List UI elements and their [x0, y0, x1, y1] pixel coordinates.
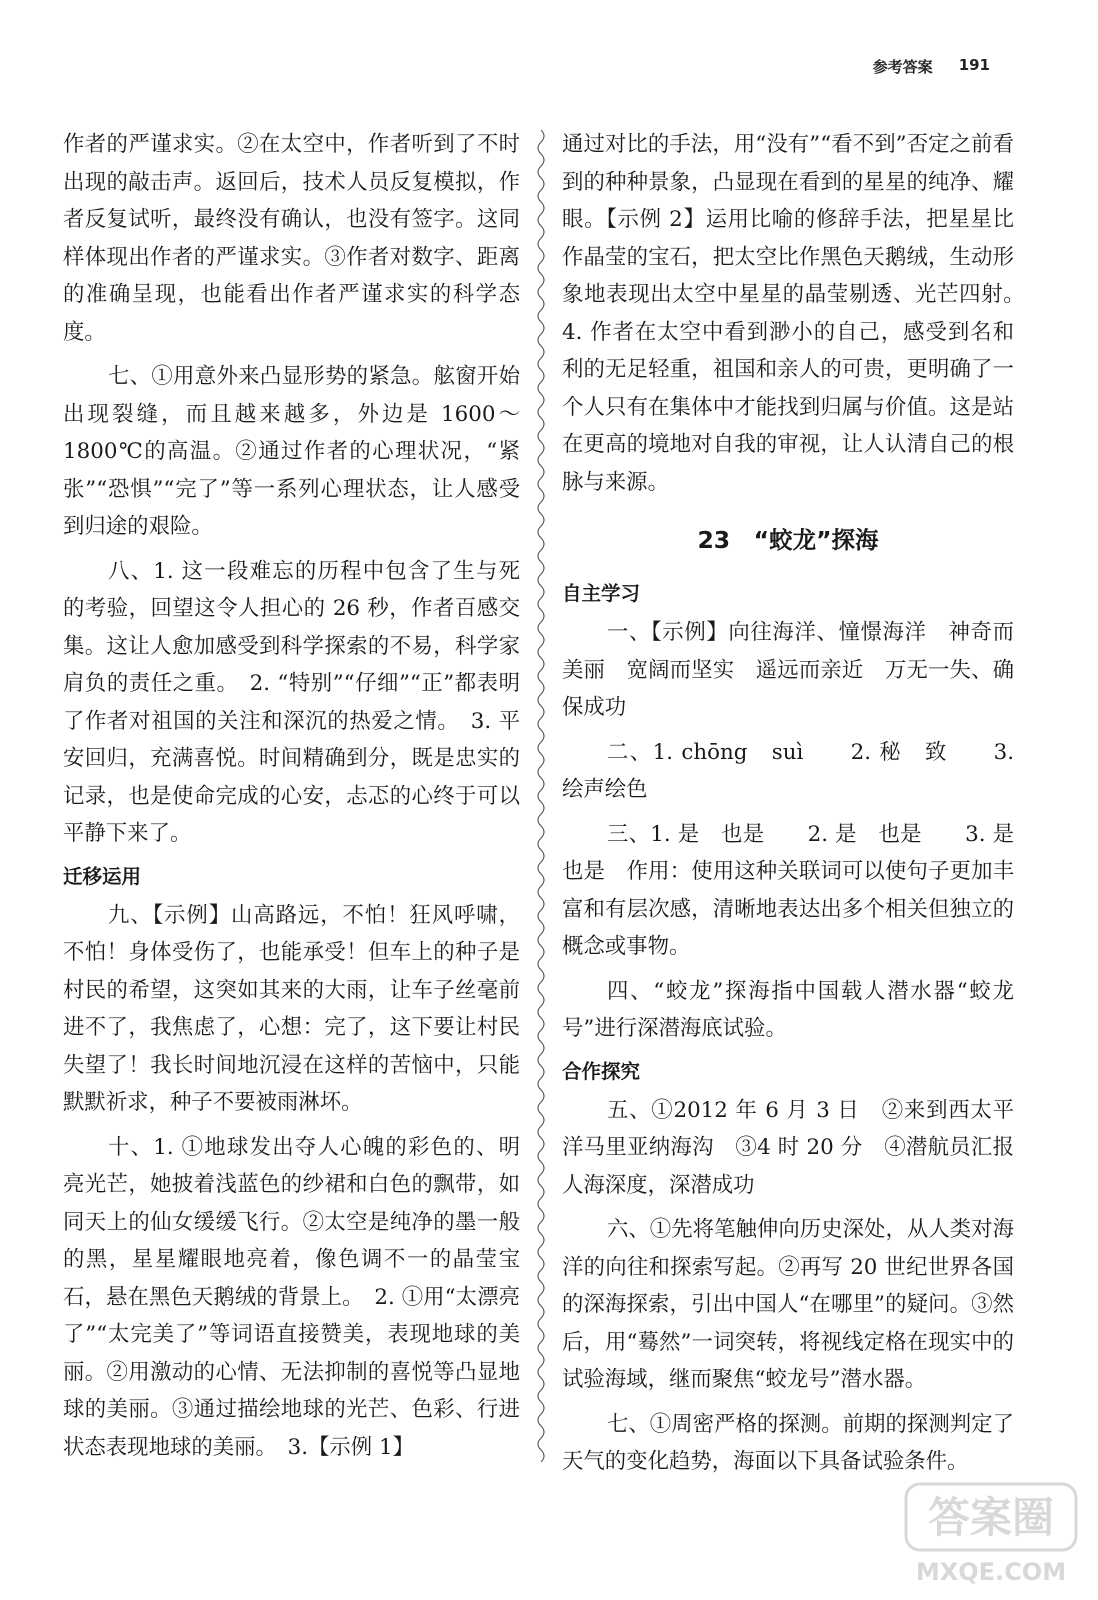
page-number: 191 — [958, 56, 990, 74]
section-heading: 合作探究 — [562, 1059, 641, 1083]
answer-paragraph: 八、1. 这一段难忘的历程中包含了生与死的考验，回望这令人担心的 26 秒，作者百感交集。这让人愈加感受到科学探索的不易，科学家肩负的责任之重。 2. “特别”“仔细”“正”都表明了作者对祖国的关注和深沉的热爱之情。 3. 平安回归，充满喜悦。时间精确到分，既是忠实的记录，也是使命完成的心安，忐忑的心终于可以平静下来了。 — [63, 558, 520, 846]
section-heading: 自主学习 — [562, 582, 641, 605]
watermark-logo-text: 答案圈 — [927, 1493, 1055, 1542]
page-header — [873, 56, 990, 77]
header-title: 参考答案 — [872, 58, 933, 76]
answer-paragraph: 六、①先将笔触伸向历史深处，从人类对海洋的向往和探索写起。②再写 20 世纪世界各国的深海探索，引出中国人“在哪里”的疑问。③然后，用“蓦然”一词突转，将视线定格在现实中的试验海域，继而聚焦“蛟龙号”潜水器。 — [562, 1217, 1014, 1392]
right-column — [562, 126, 1036, 1488]
answer-paragraph: 三、1. 是 也是 2. 是 也是 3. 是 也是 作用：使用这种关联词可以使句子更加丰富和有层次感，清晰地表达出多个相关但独立的概念或事物。 — [562, 821, 1036, 959]
answer-paragraph: 七、①用意外来凸显形势的紧急。舷窗开始出现裂缝，而且越来越多，外边是 1600～1800℃的高温。②通过作者的心理状况，“紧张”“恐惧”“完了”等一系列心理状态，让人感受到归途的艰险。 — [63, 364, 520, 539]
answer-paragraph: 通过对比的手法，用“没有”“看不到”否定之前看到的种种景象，凸显现在看到的星星的纯净、耀眼。【示例 2】运用比喻的修辞手法，把星星比作晶莹的宝石，把太空比作黑色天鹅绒，生动形象地表现出太空中星星的晶莹剔透、光芒四射。 4. 作者在太空中看到渺小的自己，感受到名和利的无足轻重，祖国和亲人的可贵，更明确了一个人只有在集体中才能找到归属与价值。这是站在更高的境地对自我的审视，让人认清自己的根脉与来源。 — [562, 132, 1036, 495]
answer-paragraph: 九、【示例】山高路远，不怕！狂风呼啸，不怕！身体受伤了，也能承受！但车上的种子是村民的希望，这突如其来的大雨，让车子丝毫前进不了，我焦虑了，心想：完了，这下要让村民失望了！我长时间地沉浸在这样的苦恼中，只能默默祈求，种子不要被雨淋坏。 — [63, 902, 520, 1115]
column-divider — [532, 130, 550, 1462]
answer-paragraph: 五、①2012 年 6 月 3 日 ②来到西太平洋马里亚纳海沟 ③4 时 20 分 ④潜航员汇报人海深度，深潜成功 — [562, 1097, 1014, 1198]
answer-paragraph: 二、1. chōng suì 2. 秘 致 3. 绘声绘色 — [562, 739, 1014, 802]
lesson-title: 23 “蛟龙”探海 — [697, 526, 879, 554]
answer-paragraph: 作者的严谨求实。②在太空中，作者听到了不时出现的敲击声。返回后，技术人员反复模拟，作者反复试听，最终没有确认，也没有签字。这同样体现出作者的严谨求实。③作者对数字、距离的准确呈现，也能看出作者严谨求实的科学态度。 — [63, 132, 520, 345]
answer-paragraph: 四、“蛟龙”探海指中国载人潜水器“蛟龙号”进行深潜海底试验。 — [562, 978, 1014, 1041]
left-column — [63, 126, 520, 1473]
section-heading: 迁移运用 — [63, 864, 142, 888]
answer-paragraph: 十、1. ①地球发出夺人心魄的彩色的、明亮光芒，她披着浅蓝色的纱裙和白色的飘带，如同天上的仙女缓缓飞行。②太空是纯净的墨一般的黑，星星耀眼地亮着，像色调不一的晶莹宝石，悬在黑色天鹅绒的背景上。 2. ①用“太漂亮了”“太完美了”等词语直接赞美，表现地球的美丽。②用激动的心情、无法抑制的喜悦等凸显地球的美丽。③通过描绘地球的光芒、色彩、行进状态表现地球的美丽。 3.【示例 1】 — [63, 1134, 520, 1460]
answer-paragraph: 七、①周密严格的探测。前期的探测判定了天气的变化趋势，海面以下具备试验条件。 — [562, 1411, 1014, 1474]
watermark-site-text: MXQE.COM — [915, 1558, 1067, 1586]
answer-paragraph: 一、【示例】向往海洋、憧憬海洋 神奇而美丽 宽阔而坚实 遥远而亲近 万无一失、确保成功 — [562, 620, 1014, 720]
watermark-logo — [902, 1480, 1080, 1590]
